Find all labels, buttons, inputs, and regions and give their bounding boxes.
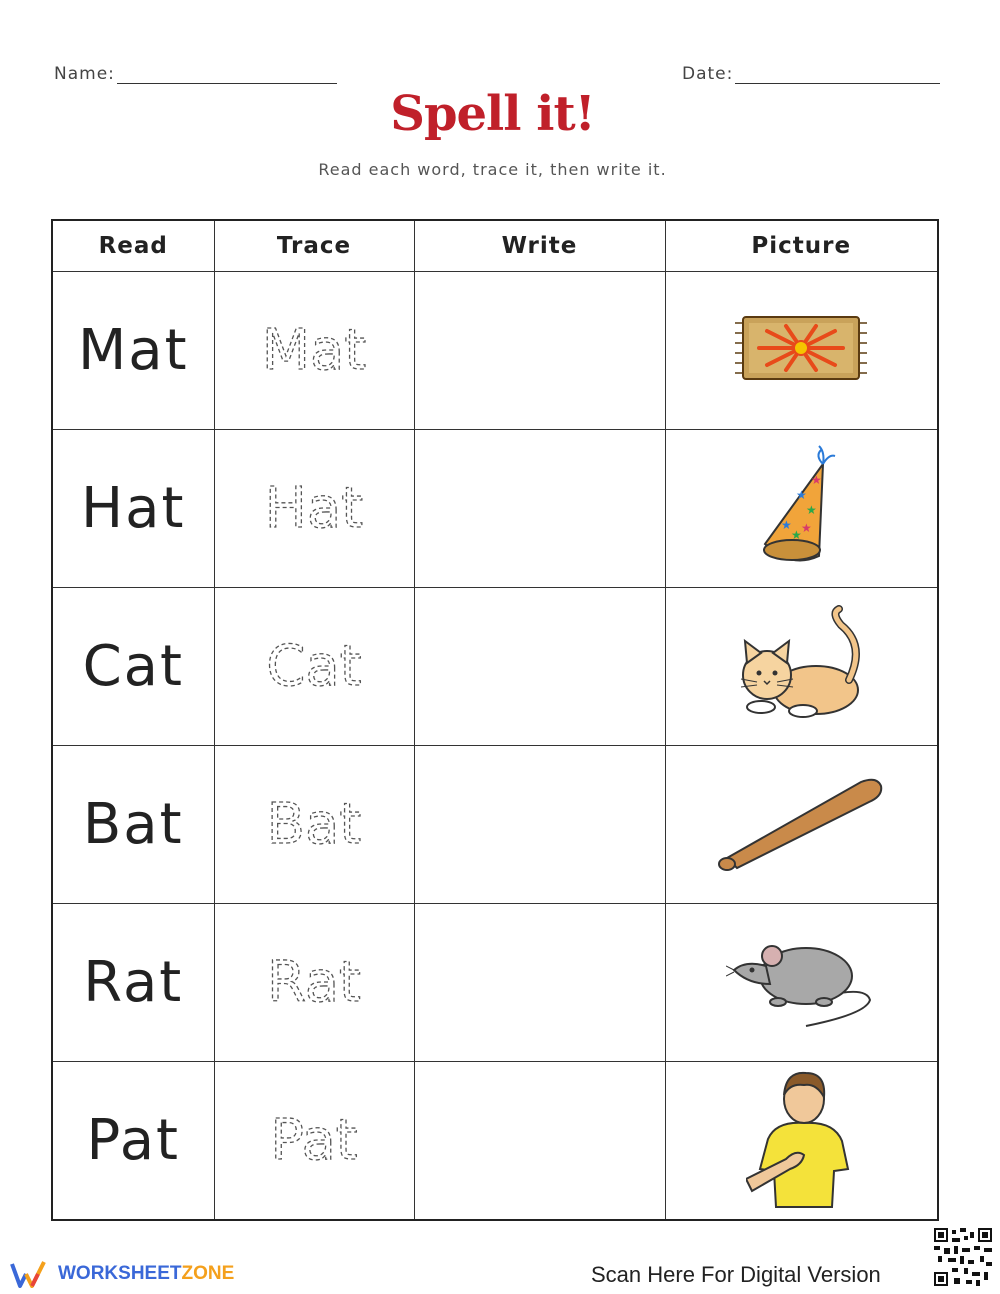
name-field[interactable]	[54, 64, 337, 84]
trace-word-text: Mat	[261, 317, 367, 383]
table-row	[52, 430, 938, 588]
write-cell[interactable]	[414, 904, 665, 1062]
picture-cell	[665, 430, 938, 588]
trace-cell[interactable]	[214, 588, 414, 746]
read-cell	[52, 272, 214, 430]
trace-cell[interactable]	[214, 430, 414, 588]
trace-word[interactable]	[239, 314, 389, 384]
worksheetzone-logo-icon	[10, 1260, 50, 1288]
table-row	[52, 904, 938, 1062]
trace-word-text: Cat	[266, 633, 362, 699]
trace-word-text: Rat	[267, 949, 361, 1015]
read-cell	[52, 588, 214, 746]
svg-text:★: ★	[806, 503, 818, 517]
svg-text:★: ★	[781, 518, 793, 532]
svg-text:★: ★	[811, 473, 823, 487]
write-cell[interactable]	[414, 746, 665, 904]
trace-word-text: Pat	[270, 1107, 358, 1173]
read-word: Cat	[82, 634, 184, 699]
name-line[interactable]	[117, 69, 337, 84]
write-cell[interactable]	[414, 430, 665, 588]
spelling-table	[51, 219, 939, 1221]
table-row	[52, 272, 938, 430]
column-header-write: Write	[414, 220, 665, 272]
trace-word[interactable]	[239, 946, 389, 1016]
instructions: Read each word, trace it, then write it.	[318, 160, 667, 179]
write-cell[interactable]	[414, 272, 665, 430]
trace-word[interactable]	[239, 472, 389, 542]
read-word: Bat	[82, 792, 184, 857]
read-word: Mat	[77, 318, 189, 383]
date-field[interactable]	[682, 64, 940, 84]
brand-name-part2: ZONE	[181, 1263, 235, 1284]
read-cell	[52, 904, 214, 1062]
read-cell	[52, 430, 214, 588]
trace-cell[interactable]	[214, 272, 414, 430]
read-word: Pat	[86, 1108, 181, 1173]
picture-cell	[665, 588, 938, 746]
pat-on-back-icon	[746, 1069, 856, 1209]
trace-word[interactable]	[239, 630, 389, 700]
trace-cell[interactable]	[214, 746, 414, 904]
cat-icon	[731, 605, 871, 725]
trace-word-text: Hat	[264, 475, 364, 541]
write-cell[interactable]	[414, 588, 665, 746]
picture-cell	[665, 904, 938, 1062]
column-header-picture: Picture	[665, 220, 938, 272]
table-row	[52, 588, 938, 746]
table-header-row	[52, 220, 938, 272]
date-line[interactable]	[735, 69, 940, 84]
trace-word[interactable]	[239, 1104, 389, 1174]
trace-cell[interactable]	[214, 1062, 414, 1221]
svg-text:★: ★	[801, 521, 813, 535]
write-cell[interactable]	[414, 1062, 665, 1221]
brand-logo[interactable]	[10, 1260, 234, 1288]
brand-name-part1: WORKSHEET	[58, 1263, 182, 1284]
trace-word[interactable]	[239, 788, 389, 858]
name-label: Name:	[54, 64, 115, 84]
baseball-bat-icon	[711, 768, 891, 878]
date-label: Date:	[682, 64, 734, 84]
qr-code-icon[interactable]	[934, 1228, 992, 1286]
column-header-trace: Trace	[214, 220, 414, 272]
read-cell	[52, 1062, 214, 1221]
trace-cell[interactable]	[214, 904, 414, 1062]
read-word: Rat	[83, 950, 184, 1015]
party-hat-icon	[751, 444, 851, 569]
rat-icon	[726, 926, 876, 1036]
trace-word-text: Bat	[266, 791, 362, 857]
picture-cell	[665, 746, 938, 904]
column-header-read: Read	[52, 220, 214, 272]
svg-text:★: ★	[791, 528, 803, 542]
page-title: Spell it!	[390, 86, 595, 142]
scan-caption: Scan Here For Digital Version	[591, 1262, 881, 1287]
picture-cell	[665, 272, 938, 430]
read-cell	[52, 746, 214, 904]
read-word: Hat	[81, 476, 186, 541]
picture-cell	[665, 1062, 938, 1221]
svg-text:★: ★	[796, 488, 808, 502]
table-row	[52, 1062, 938, 1221]
table-row	[52, 746, 938, 904]
mat-icon	[731, 309, 871, 389]
